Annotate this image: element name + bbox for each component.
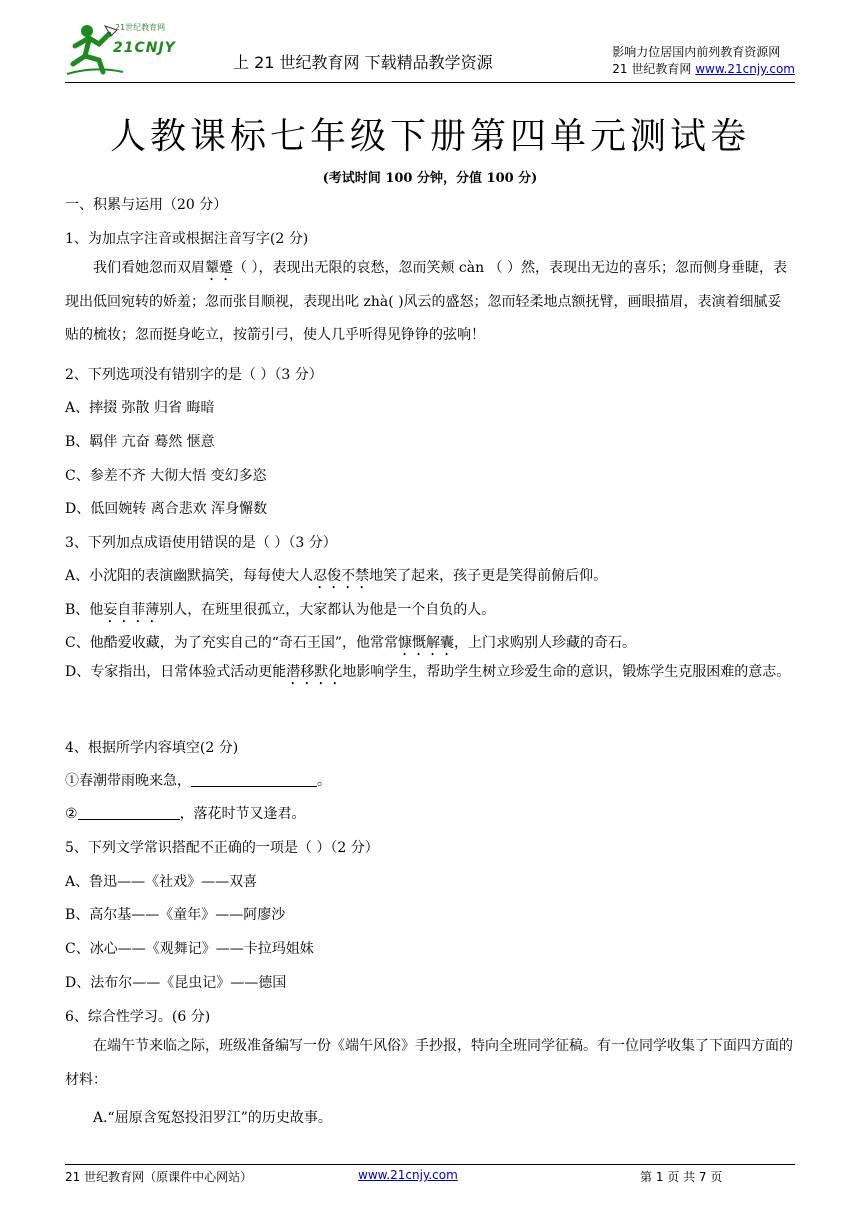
dotted-word: 颦蹙 — [205, 260, 233, 276]
option-text: ，上门求购别人珍藏的奇石。 — [454, 635, 637, 651]
page-title: 人教课标七年级下册第四单元测试卷 — [109, 116, 750, 157]
header-site-line — [612, 61, 795, 78]
option-text: 地影响学生，帮助学生树立珍爱生命的意识，锻炼学生克服困难的意志。 — [342, 664, 791, 680]
site-logo — [65, 20, 183, 80]
material-a: A.“屈原含冤怒投汨罗江”的历史故事。 — [93, 1110, 332, 1126]
option-c: C、冰心——《观舞记》——卡拉玛姐妹 — [65, 941, 314, 957]
option-a: A、摔掇 弥散 归省 晦暗 — [65, 400, 215, 416]
option-c — [65, 632, 636, 659]
dotted-idiom: 慷慨解囊 — [398, 635, 455, 651]
dotted-idiom: 妄自菲薄 — [103, 602, 160, 618]
fill-text: 。 — [317, 773, 331, 789]
question-5: 5、下列文学常识搭配不正确的一项是（ ）（2 分） — [65, 840, 379, 856]
header-right — [612, 44, 795, 78]
question-1-passage — [65, 252, 795, 353]
question-6: 6、综合性学习。(6 分) — [65, 1009, 211, 1025]
option-text: D、专家指出，日常体验式活动更能 — [65, 664, 287, 680]
logo-wordmark: 21CNJY — [113, 40, 176, 56]
option-b: B、羁伴 亢奋 蓦然 惬意 — [65, 434, 215, 450]
answer-blank[interactable] — [191, 772, 317, 787]
passage-text: （ ），表现出无限的哀愁，忽而笑颊 càn （ ）然，表现出无边的喜乐；忽而侧身垂睫，表现出低回宛转的娇羞；忽而张目顺视，表现出叱 zhà( )风云的盛怒；忽而轻柔地点额抚臂，画眼描眉，表演着细腻妥贴的梳妆；忽而挺身屹立，按箭引弓，使人几乎听得见铮铮的弦响！ — [65, 260, 788, 343]
fill-blank-1 — [65, 770, 331, 790]
question-3: 3、下列加点成语使用错误的是（ ）（3 分） — [65, 535, 337, 551]
option-c: C、参差不齐 大彻大悟 变幻多恣 — [65, 468, 267, 484]
footer-link[interactable]: www.21cnjy.com — [358, 1168, 458, 1182]
option-a — [65, 565, 607, 592]
footer-link-wrap — [358, 1168, 458, 1182]
fill-text: ①春潮带雨晚来急， — [65, 773, 191, 789]
option-text: 别人，在班里很孤立，大家都认为他是一个自负的人。 — [159, 602, 496, 618]
option-d: D、低回婉转 离合悲欢 浑身懈数 — [65, 501, 268, 517]
fill-text: ② — [65, 806, 78, 822]
footer-divider — [65, 1164, 795, 1165]
header-title: 上 21 世纪教育网 下载精品教学资源 — [233, 53, 493, 72]
passage-text: 我们看她忽而双眉 — [93, 260, 205, 276]
option-a: A、鲁迅——《社戏》——双喜 — [65, 874, 258, 890]
header-slogan: 影响力位居国内前列教育资源网 — [612, 45, 781, 59]
option-d — [65, 656, 795, 690]
question-1: 1、为加点字注音或根据注音写字(2 分) — [65, 231, 309, 247]
footer-site: 21 世纪教育网（原课件中心网站） — [65, 1170, 253, 1184]
option-d: D、法布尔——《昆虫记》——德国 — [65, 975, 287, 991]
option-text: C、他酷爱收藏，为了充实自己的“奇石王国”，他常常 — [65, 635, 399, 651]
page-number: 第 1 页 共 7 页 — [640, 1170, 723, 1184]
header-site-link[interactable]: www.21cnjy.com — [695, 62, 795, 76]
dotted-idiom: 忍俊不禁 — [313, 568, 370, 584]
page-header — [65, 20, 795, 82]
option-text: 地笑了起来，孩子更是笑得前俯后仰。 — [369, 568, 608, 584]
option-b: B、高尔基——《童年》——阿廖沙 — [65, 907, 286, 923]
question-6-passage: 在端午节来临之际，班级准备编写一份《端午风俗》手抄报，特向全班同学征稿。有一位同学收集了下面四方面的材料： — [65, 1038, 793, 1088]
answer-blank[interactable] — [78, 805, 180, 820]
option-b — [65, 599, 495, 626]
fill-text: ，落花时节又逢君。 — [179, 806, 306, 822]
question-2: 2、下列选项没有错别字的是（ ）（3 分） — [65, 367, 323, 383]
header-divider — [65, 82, 795, 83]
logo-small-text: 21世纪教育网 — [115, 23, 166, 32]
dotted-idiom: 潜移默化 — [286, 664, 343, 680]
section-heading: 一、积累与运用（20 分） — [65, 197, 228, 213]
option-text: B、他 — [65, 602, 104, 618]
fill-blank-2 — [65, 803, 306, 823]
question-4: 4、根据所学内容填空(2 分) — [65, 740, 239, 756]
option-text: A、小沈阳的表演幽默搞笑，每每使大人 — [65, 568, 314, 584]
header-site-name: 21 世纪教育网 — [612, 62, 696, 76]
exam-info: (考试时间 100 分钟，分值 100 分) — [322, 171, 538, 186]
